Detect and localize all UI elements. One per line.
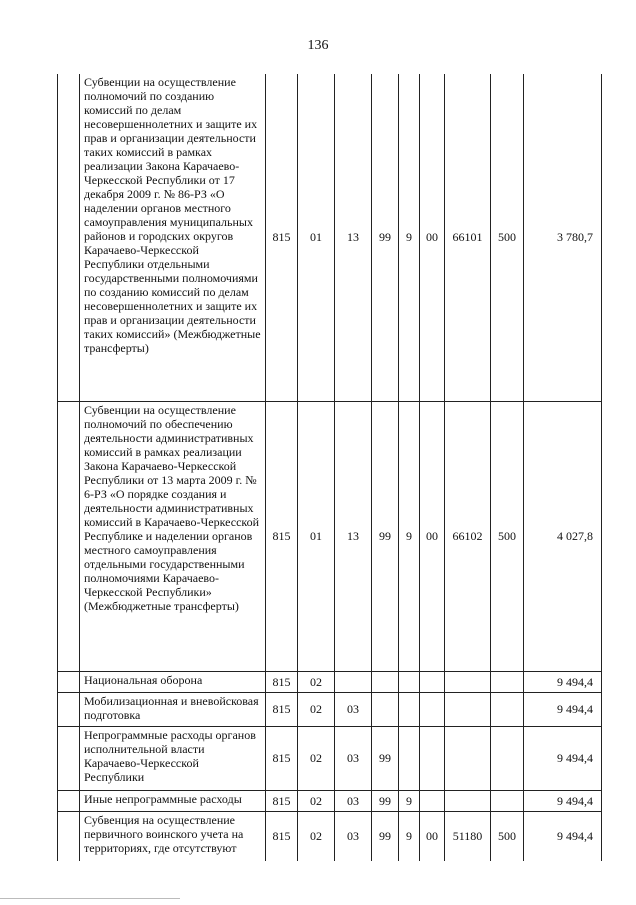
subprogram-code bbox=[399, 726, 420, 790]
ministry-code: 815 bbox=[266, 790, 298, 811]
main-event-code: 00 bbox=[420, 401, 445, 671]
program-code: 99 bbox=[372, 790, 399, 811]
row-name: Субвенции на осуществление полномочий по созданию комиссий по делам несовершеннолетних и защите их прав и организации деятельности таких комиссий в рамках реализации Закона Карачаево-Черкесской Республики от 17 декабря 2009 г. № 86-РЗ «О наделении органов местного самоуправления муниципальных районов и городских округов Карачаево-Черкесской Республики отдельными государственными полномочиями по созданию комиссий по делам несовершеннолетних и защите их прав и организации деятельности таких комиссий» (Межбюджетные трансферты) bbox=[80, 74, 266, 401]
row-number-cell bbox=[58, 726, 80, 790]
amount: 9 494,4 bbox=[524, 811, 602, 861]
row-number-cell bbox=[58, 401, 80, 671]
subsection-code: 03 bbox=[335, 726, 372, 790]
main-event-code: 00 bbox=[420, 811, 445, 861]
expense-type-code bbox=[491, 671, 524, 692]
program-code bbox=[372, 692, 399, 726]
subsection-code: 03 bbox=[335, 811, 372, 861]
ministry-code: 815 bbox=[266, 726, 298, 790]
subprogram-code: 9 bbox=[399, 811, 420, 861]
row-name: Национальная оборона bbox=[80, 671, 266, 692]
table-row bbox=[58, 401, 602, 671]
section-code: 02 bbox=[298, 726, 335, 790]
expense-type-code: 500 bbox=[491, 811, 524, 861]
amount: 9 494,4 bbox=[524, 790, 602, 811]
program-code: 99 bbox=[372, 401, 399, 671]
program-code bbox=[372, 671, 399, 692]
section-code: 01 bbox=[298, 74, 335, 401]
direction-code bbox=[445, 726, 491, 790]
table-row bbox=[58, 726, 602, 790]
section-code: 01 bbox=[298, 401, 335, 671]
direction-code bbox=[445, 671, 491, 692]
amount: 9 494,4 bbox=[524, 726, 602, 790]
row-number-cell bbox=[58, 671, 80, 692]
row-number-cell bbox=[58, 811, 80, 861]
subsection-code: 03 bbox=[335, 790, 372, 811]
program-code: 99 bbox=[372, 74, 399, 401]
row-number-cell bbox=[58, 790, 80, 811]
main-event-code bbox=[420, 671, 445, 692]
program-code: 99 bbox=[372, 726, 399, 790]
row-name: Субвенции на осуществление полномочий по обеспечению деятельности административных комиссий в рамках реализации Закона Карачаево-Черкесской Республики от 13 марта 2009 г. № 6-РЗ «О порядке создания и деятельности административных комиссий в Карачаево-Черкесской Республике и наделении органов местного самоуправления отдельными государственными полномочиями Карачаево-Черкесской Республики» (Межбюджетные трансферты) bbox=[80, 401, 266, 671]
direction-code bbox=[445, 790, 491, 811]
expense-type-code bbox=[491, 790, 524, 811]
row-name: Мобилизационная и вневойсковая подготовка bbox=[80, 692, 266, 726]
ministry-code: 815 bbox=[266, 671, 298, 692]
table-row bbox=[58, 790, 602, 811]
direction-code bbox=[445, 692, 491, 726]
section-code: 02 bbox=[298, 811, 335, 861]
ministry-code: 815 bbox=[266, 401, 298, 671]
subprogram-code: 9 bbox=[399, 401, 420, 671]
ministry-code: 815 bbox=[266, 692, 298, 726]
ministry-code: 815 bbox=[266, 811, 298, 861]
main-event-code bbox=[420, 692, 445, 726]
table-row bbox=[58, 692, 602, 726]
main-event-code bbox=[420, 790, 445, 811]
direction-code: 66101 bbox=[445, 74, 491, 401]
main-event-code: 00 bbox=[420, 74, 445, 401]
subprogram-code bbox=[399, 692, 420, 726]
table-row bbox=[58, 74, 602, 401]
subsection-code bbox=[335, 671, 372, 692]
amount: 4 027,8 bbox=[524, 401, 602, 671]
budget-table bbox=[57, 74, 602, 861]
amount: 3 780,7 bbox=[524, 74, 602, 401]
subprogram-code: 9 bbox=[399, 790, 420, 811]
scan-edge-line bbox=[0, 898, 180, 899]
direction-code: 51180 bbox=[445, 811, 491, 861]
row-name: Непрограммные расходы органов исполнительной власти Карачаево-Черкесской Республики bbox=[80, 726, 266, 790]
subsection-code: 03 bbox=[335, 692, 372, 726]
main-event-code bbox=[420, 726, 445, 790]
page-number: 136 bbox=[307, 38, 329, 53]
expense-type-code: 500 bbox=[491, 401, 524, 671]
direction-code: 66102 bbox=[445, 401, 491, 671]
row-number-cell bbox=[58, 74, 80, 401]
section-code: 02 bbox=[298, 671, 335, 692]
program-code: 99 bbox=[372, 811, 399, 861]
amount: 9 494,4 bbox=[524, 692, 602, 726]
subsection-code: 13 bbox=[335, 401, 372, 671]
row-name: Субвенция на осуществление первичного воинского учета на территориях, где отсутствуют bbox=[80, 811, 266, 861]
amount: 9 494,4 bbox=[524, 671, 602, 692]
row-name: Иные непрограммные расходы bbox=[80, 790, 266, 811]
expense-type-code bbox=[491, 692, 524, 726]
table-row bbox=[58, 671, 602, 692]
subprogram-code: 9 bbox=[399, 74, 420, 401]
section-code: 02 bbox=[298, 692, 335, 726]
expense-type-code: 500 bbox=[491, 74, 524, 401]
expense-type-code bbox=[491, 726, 524, 790]
row-number-cell bbox=[58, 692, 80, 726]
ministry-code: 815 bbox=[266, 74, 298, 401]
subsection-code: 13 bbox=[335, 74, 372, 401]
table-row bbox=[58, 811, 602, 861]
subprogram-code bbox=[399, 671, 420, 692]
section-code: 02 bbox=[298, 790, 335, 811]
